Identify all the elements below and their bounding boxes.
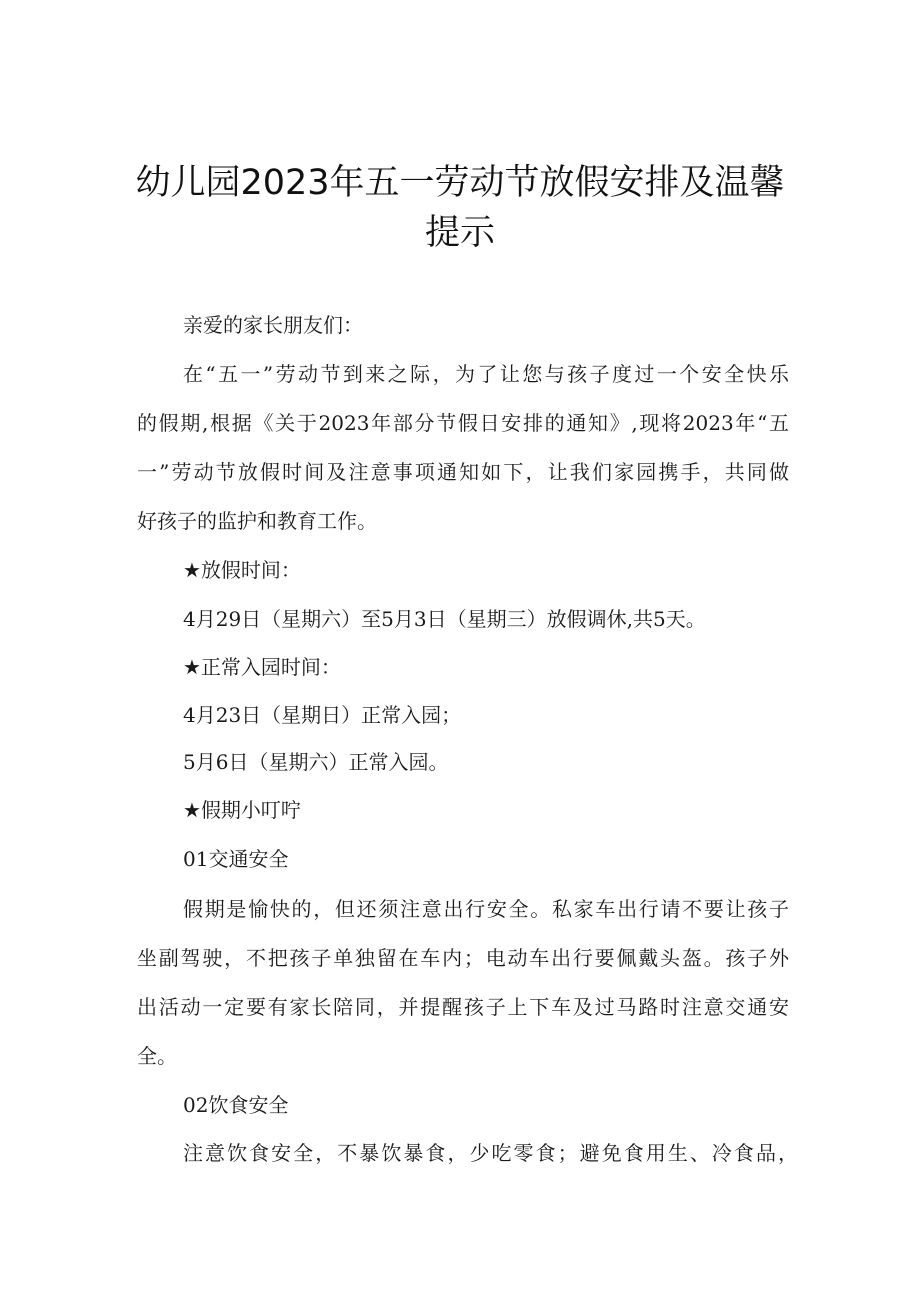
section-heading-food: 02饮食安全 — [183, 1093, 289, 1117]
intro-line-1: 在“五一”劳动节到来之际，为了让您与孩子度过一个安全快乐 — [183, 362, 789, 386]
traffic-line-1: 假期是愉快的，但还须注意出行安全。私家车出行请不要让孩子 — [183, 897, 789, 921]
holiday-time-text: 4月29日（星期六）至5月3日（星期三）放假调休,共5天。 — [183, 607, 706, 631]
intro-line-4: 好孩子的监护和教育工作。 — [137, 509, 377, 533]
section-heading-traffic: 01交通安全 — [183, 847, 289, 871]
star-icon: ★ — [183, 655, 201, 679]
star-icon: ★ — [183, 558, 201, 582]
normal-entry-heading-text: 正常入园时间： — [200, 655, 341, 679]
document-title: 幼儿园2023年五一劳动节放假安排及温馨 — [135, 163, 785, 203]
holiday-time-heading-text: 放假时间： — [200, 558, 301, 582]
traffic-line-3: 出活动一定要有家长陪同，并提醒孩子上下车及过马路时注意交通安 — [137, 995, 789, 1019]
traffic-line-2: 坐副驾驶，不把孩子单独留在车内；电动车出行要佩戴头盔。孩子外 — [137, 946, 789, 970]
normal-entry-day-1: 4月23日（星期日）正常入园； — [183, 703, 462, 727]
food-line-1: 注意饮食安全，不暴饮暴食，少吃零食；避免食用生、冷食品， — [183, 1141, 798, 1165]
intro-line-2: 的假期,根据《关于2023年部分节假日安排的通知》,现将2023年“五 — [137, 411, 789, 435]
tips-heading — [183, 795, 301, 825]
tips-heading-text: 假期小叮咛 — [200, 798, 301, 822]
greeting: 亲爱的家长朋友们： — [183, 313, 363, 337]
normal-entry-day-2: 5月6日（星期六）正常入园。 — [183, 750, 449, 774]
star-icon: ★ — [183, 798, 201, 822]
traffic-line-4: 全。 — [137, 1044, 177, 1068]
holiday-time-heading — [183, 555, 301, 585]
normal-entry-heading — [183, 652, 341, 682]
intro-line-3: 一”劳动节放假时间及注意事项通知如下，让我们家园携手，共同做 — [137, 460, 789, 484]
document-title-continued: 提示 — [424, 213, 495, 253]
